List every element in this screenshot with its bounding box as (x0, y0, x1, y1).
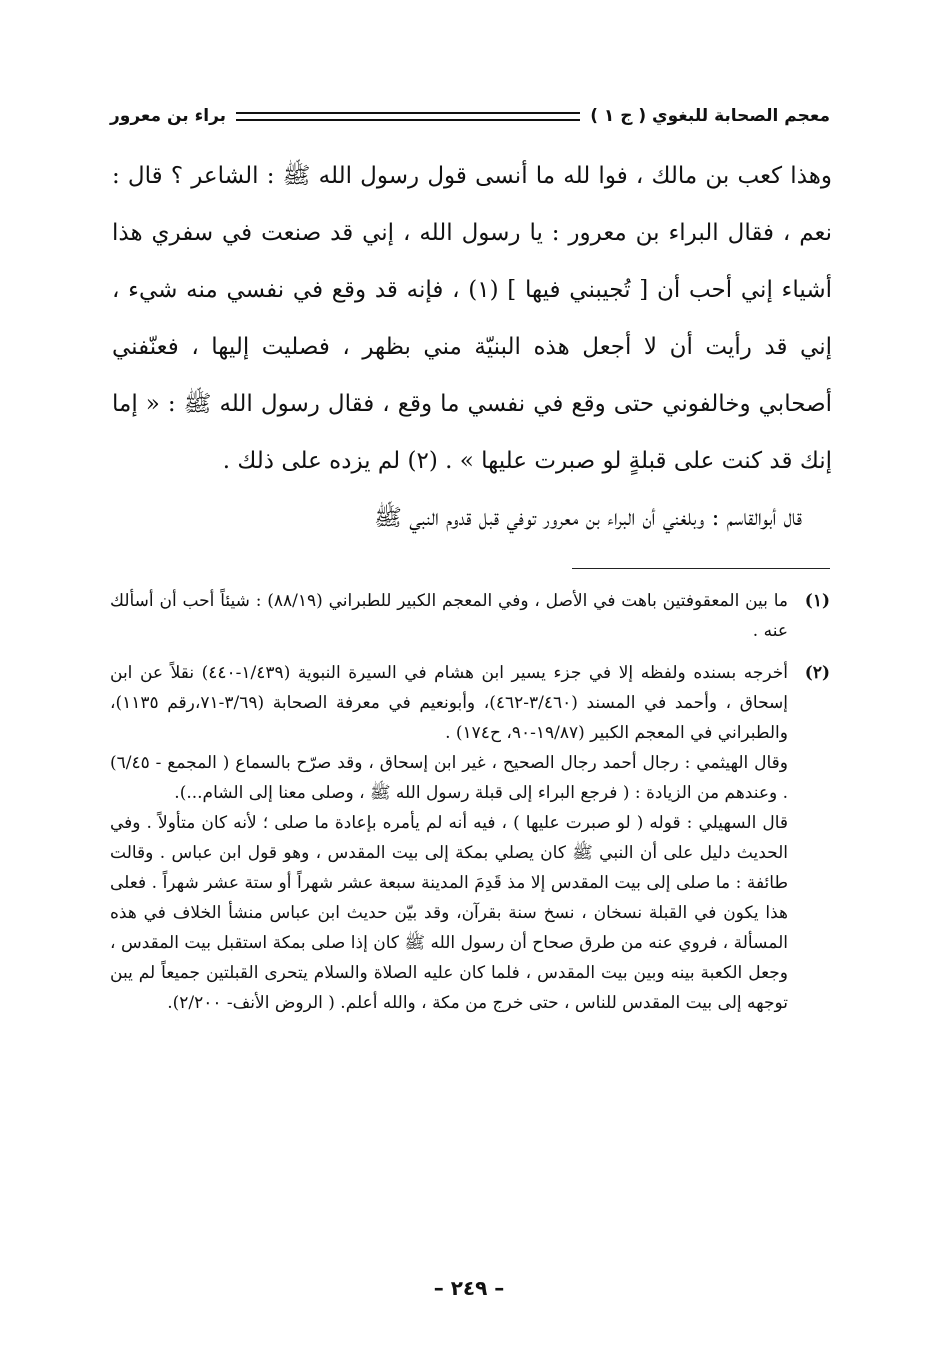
footnote-2-paragraph-2: وقال الهيثمي : رجال أحمد رجال الصحيح ، غير ابن إسحاق ، وقد صرّح بالسماع ( المجمع - ٦/٤٥) . وعندهم من الزيادة : ( فرجع البراء إلى قبلة رسول الله ﷺ ، وصلى معنا إلى الشام...). (110, 753, 788, 803)
main-text (112, 148, 832, 547)
footnote-1-number: (١) (804, 591, 830, 611)
page-number: – ٢٤٩ – (433, 1276, 505, 1300)
running-header (110, 96, 830, 136)
footnote-2-text (110, 658, 788, 1018)
footnotes (110, 586, 830, 1030)
footnote-2-number: (٢) (804, 663, 830, 683)
footnote-2 (110, 658, 830, 1018)
header-entry-title: براء بن معرور (110, 106, 227, 126)
header-book-title: معجم الصحابة للبغوي ( ج ١ ) (590, 106, 830, 126)
main-paragraph-1: وهذا كعب بن مالك ، فوا لله ما أنسى قول رسول الله ﷺ : الشاعر ؟ قال : نعم ، فقال البراء بن معرور : يا رسول الله ، إني قد صنعت في سفري هذا أشياء إني أحب أن [ تُجيبني فيها ] (١) ، فإنه قد وقع في نفسي منه شيء ، إني قد رأيت أن لا أجعل هذه البنيّة مني بظهر ، فصليت إليها ، فعنّفني أصحابي وخالفوني حتى وقع في نفسي ما وقع ، فقال رسول الله ﷺ : « إما إنك قد كنت على قبلةٍ لو صبرت عليها » . (٢) لم يزده على ذلك . (112, 163, 832, 474)
footnote-2-paragraph-3: قال السهيلي : قوله ( لو صبرت عليها ) ، فيه أنه لم يأمره بإعادة ما صلى ؛ لأنه كان متأولاً . وفي الحديث دليل على أن النبي ﷺ كان يصلي بمكة إلى بيت المقدس ، وهو قول ابن عباس . وقالت طائفة : ما صلى إلى بيت المقدس إلا مذ قَدِمَ المدينة سبعة عشر شهراً أو ستة عشر شهراً . فعلى هذا يكون في القبلة نسخان ، نسخ سنة بقرآن، وقد بيّن حديث ابن عباس منشأ الخلاف في هذه المسألة ، فروي عنه من طرق صحاح أن رسول الله ﷺ كان إذا صلى بمكة استقبل بيت المقدس ، وجعل الكعبة بينه وبين بيت المقدس ، فلما كان عليه الصلاة والسلام يتحرى القبلتين جميعاً لم يبن توجهه إلى بيت المقدس للناس ، حتى خرج من مكة ، والله أعلم. ( الروض الأنف- ٢/٢٠٠). (110, 813, 788, 1013)
footnote-separator (572, 568, 830, 569)
footnote-1 (110, 586, 830, 646)
footnote-1-paragraph-1: ما بين المعقوفتين باهت في الأصل ، وفي المعجم الكبير للطبراني (٨٨/١٩) : شيئاً أحب أن أسألك عنه . (110, 591, 788, 641)
footnote-2-paragraph-1: أخرجه بسنده ولفظه إلا في جزء يسير ابن هشام في السيرة النبوية (١/٤٣٩-٤٤٠) نقلاً عن ابن إسحاق ، وأحمد في المسند (٣/٤٦٠-٤٦٢)، وأبونعيم في معرفة الصحابة (٣/٦٩-٧١،رقم ١١٣٥)، والطبراني في المعجم الكبير (١٩/٨٧-٩٠، ح١٧٤) . (110, 663, 789, 743)
header-rule (236, 112, 580, 121)
footnote-1-text (110, 586, 788, 646)
main-paragraph-2: قال أبوالقاسم : وبلغني أن البراء بن معرور توفي قبل قدوم النبي ﷺ (374, 505, 802, 531)
